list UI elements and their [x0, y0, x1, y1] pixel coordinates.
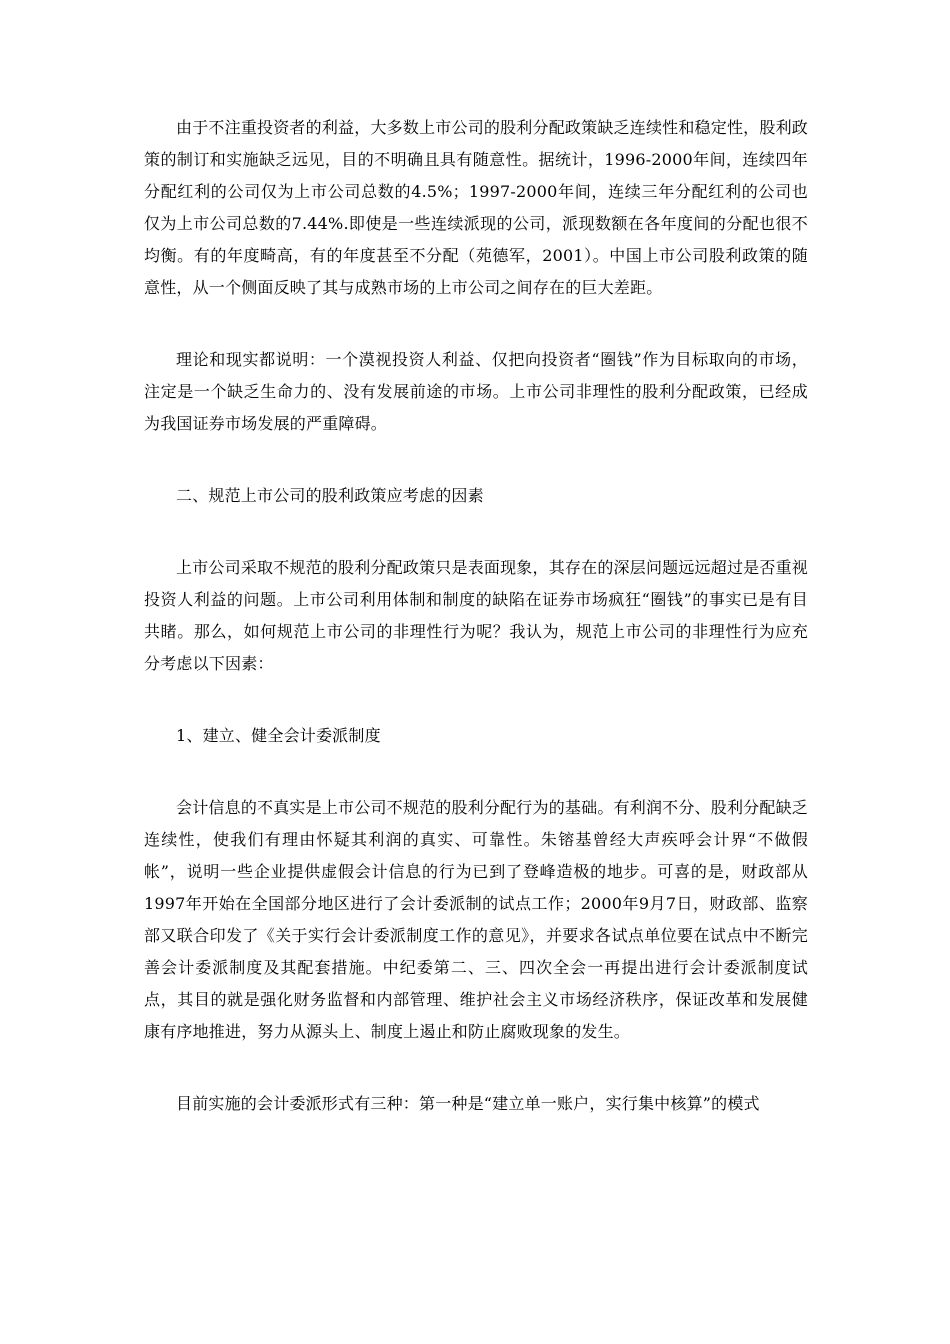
- paragraph-theory-reality: 理论和现实都说明：一个漠视投资人利益、仅把向投资者“圈钱”作为目标取向的市场，注定是一个缺乏生命力的、没有发展前途的市场。上市公司非理性的股利分配政策，已经成为我国证券市场发展的严重障碍。: [144, 350, 808, 433]
- document-body: [144, 112, 808, 1160]
- section-heading-two: 二、规范上市公司的股利政策应考虑的因素: [176, 486, 484, 505]
- subsection-heading-accounting-delegation: 1、建立、健全会计委派制度: [176, 726, 381, 745]
- paragraph-irregular-policy: 上市公司采取不规范的股利分配政策只是表面现象，其存在的深层问题远远超过是否重视投资人利益的问题。上市公司利用体制和制度的缺陷在证券市场疯狂“圈钱”的事实已是有目共睹。那么，如何规范上市公司的非理性行为呢？我认为，规范上市公司的非理性行为应充分考虑以下因素：: [144, 558, 808, 673]
- paragraph-delegation-forms: 目前实施的会计委派形式有三种：第一种是“建立单一账户，实行集中核算”的模式: [176, 1094, 760, 1113]
- paragraph-dividend-randomness: 由于不注重投资者的利益，大多数上市公司的股利分配政策缺乏连续性和稳定性，股利政策的制订和实施缺乏远见，目的不明确且具有随意性。据统计，1996-2000年间，连续四年分配红利的公司仅为上市公司总数的4.5%；1997-2000年间，连续三年分配红利的公司也仅为上市公司总数的7.44%.即使是一些连续派现的公司，派现数额在各年度间的分配也很不均衡。有的年度畸高，有的年度甚至不分配（苑德军，2001）。中国上市公司股利政策的随意性，从一个侧面反映了其与成熟市场的上市公司之间存在的巨大差距。: [144, 118, 808, 297]
- paragraph-accounting-information: 会计信息的不真实是上市公司不规范的股利分配行为的基础。有利润不分、股利分配缺乏连续性，使我们有理由怀疑其利润的真实、可靠性。朱镕基曾经大声疾呼会计界“不做假帐”，说明一些企业提供虚假会计信息的行为已到了登峰造极的地步。可喜的是，财政部从1997年开始在全国部分地区进行了会计委派制的试点工作；2000年9月7日，财政部、监察部又联合印发了《关于实行会计委派制度工作的意见》，并要求各试点单位要在试点中不断完善会计委派制度及其配套措施。中纪委第二、三、四次全会一再提出进行会计委派制度试点，其目的就是强化财务监督和内部管理、维护社会主义市场经济秩序，保证改革和发展健康有序地推进，努力从源头上、制度上遏止和防止腐败现象的发生。: [144, 798, 808, 1041]
